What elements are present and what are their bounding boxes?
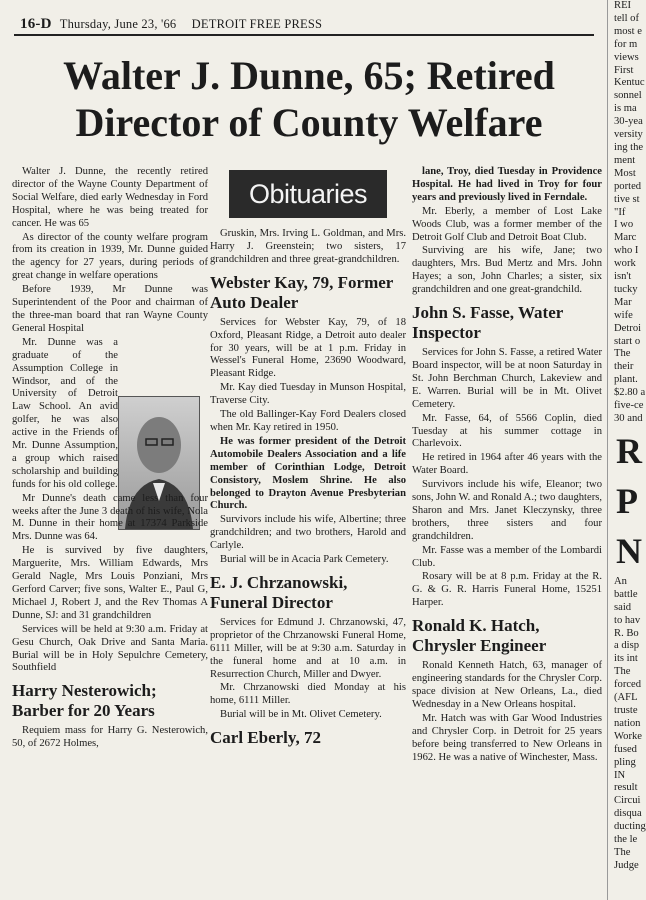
cut-headline-letter: N <box>616 530 642 571</box>
cut-text-line: five-ce <box>614 400 644 412</box>
dunne-paragraph: Services will be held at 9:30 a.m. Friday at Gesu Church, Oak Drive and Santa Maria. Burial will be in Holy Sepulchre Cemetery, Southfield <box>12 623 208 674</box>
cut-text-line: 30-yea <box>614 116 643 128</box>
kay-paragraph: Mr. Kay died Tuesday in Munson Hospital, Traverse City. <box>210 382 406 407</box>
cut-text-line: The <box>614 348 631 360</box>
kay-paragraph: Survivors include his wife, Albertine; three grandchildren; and two brothers, Harold and Carlyle. <box>210 514 406 552</box>
cut-text-line: Judge <box>614 859 639 871</box>
kay-paragraph: Services for Webster Kay, 79, of 18 Oxford, Pleasant Ridge, a Detroit auto dealer for 30 years, will be at 1 p.m. Friday in Wessel's Funeral Home, 23690 Woodward, Pleasant Ridge. <box>210 316 406 380</box>
cut-text-line: result <box>614 782 638 794</box>
newspaper-name: DETROIT FREE PRESS <box>191 17 323 31</box>
cut-text-line: Marc <box>614 232 637 244</box>
issue-date: Thursday, June 23, '66 <box>59 17 177 31</box>
nesterowich-paragraph: Requiem mass for Harry G. Nesterowich, 50, of 2672 Holmes, <box>12 725 208 750</box>
cut-text-line: Most <box>614 167 636 179</box>
cut-text-line: tucky <box>614 283 638 295</box>
cut-text-line: pling <box>614 756 636 768</box>
cut-text-line: "If <box>614 206 626 218</box>
dunne-paragraph: He is survived by five daughters, Marguerite, Mrs. William Edwards, Mrs Gerald Nagle, Mrs Louis Ponziani, Mrs Gerford Carver; five sons, Walter E., Paul G, Michael J, Robert J, and the Rev Thomas A Dunne, SJ: and 31 grandchildren <box>12 545 208 621</box>
page-folio <box>20 16 322 33</box>
adjacent-column-cut <box>607 0 646 900</box>
kay-paragraph: Burial will be in Acacia Park Cemetery. <box>220 554 389 566</box>
cut-text-line: forced <box>614 679 642 691</box>
cut-text-line: fused <box>614 743 637 755</box>
chrzanowski-paragraph: Mr. Chrzanowski died Monday at his home, 6111 Miller. <box>210 682 406 707</box>
eberly-paragraph: Surviving are his wife, Jane; two daughters, Mrs. Bud Mertz and Mrs. John Hayes; a son, John Charles; a sister, six grandchildren and one great-grandchild. <box>412 245 602 296</box>
cut-text-line: Kentuc <box>614 77 645 89</box>
cut-text-line: start o <box>614 335 641 347</box>
eberly-bold-paragraph: lane, Troy, died Tuesday in Providence Hospital. He had lived in Troy for four years and previously lived in Ferndale. <box>412 166 602 203</box>
cut-text-line: Circui <box>614 795 641 807</box>
carryover-paragraph: Gruskin, Mrs. Irving L. Goldman, and Mrs. Harry J. Greenstein; two sisters, 17 grandchildren and three great-grandchildren. <box>210 228 406 265</box>
fasse-paragraph: Mr. Fasse, 64, of 5566 Coplin, died Tuesday at his summer cottage in Charlevoix. <box>412 412 602 450</box>
kay-bold-paragraph: He was former president of the Detroit Automobile Dealers Association and a life member of Corinthian Lodge, Detroit Consistory, Moslem Shrine. He also belonged to Drayton Avenue Presbyterian Church. <box>210 435 406 512</box>
dunne-paragraph: Mr Dunne's death came less than four weeks after the June 3 death of his wife, Nola M. Dunne in their home at 17374 Parkside Mrs. Dunne was 64. <box>12 492 208 543</box>
cut-text-line: The <box>614 846 631 858</box>
cut-text-upper <box>608 0 646 426</box>
fasse-paragraph: Services for John S. Fasse, a retired Water Board inspector, will be at noon Saturday in St. John Berchman Church, Lakeview and E. Warren. Burial will be in Mt. Olivet Cemetery. <box>412 347 602 410</box>
cut-text-line: the le <box>614 834 638 846</box>
column-right <box>412 166 602 765</box>
kay-paragraph: The old Ballinger-Kay Ford Dealers closed when Mr. Kay retired in 1950. <box>210 409 406 433</box>
cut-text-line: truste <box>614 704 638 716</box>
main-headline: Walter J. Dunne, 65; Retired Director of County Welfare <box>63 53 555 145</box>
cut-text-line: its int <box>614 653 638 665</box>
fasse-paragraph: Survivors include his wife, Eleanor; two sons, John W. and Ronald A.; two daughters, Sharon and Mrs. Janet Kleczynsky, three brothers, three sisters and four grandchildren. <box>412 479 602 542</box>
cut-text-line: ing the <box>614 141 644 153</box>
cut-text-line: who I <box>614 245 639 257</box>
dunne-paragraph: Walter J. Dunne, the recently retired director of the Wayne County Department of Social Welfare, died early Wednesday in Ford Hospital, where he was being treated for cancer. He was 65 <box>12 166 208 229</box>
column-middle <box>210 166 406 752</box>
cut-text-line: for m <box>614 38 638 50</box>
nesterowich-headline: Harry Nesterowich; Barber for 20 Years <box>12 681 157 721</box>
dunne-paragraph: Mr. Dunne was a graduate of the Assumption College in Windsor, and of the University of Detroit Law School. An avid golfer, he was also active in the Friends of Mr. Dunne Assumption, a group which raised scholarship and building funds for his old college. <box>12 336 118 490</box>
cut-text-line: The <box>614 666 631 678</box>
cut-text-line: $2.80 a <box>614 387 646 399</box>
cut-text-line: a disp <box>614 640 640 652</box>
cut-text-line: I wo <box>614 219 634 231</box>
cut-text-line: is ma <box>614 103 637 115</box>
cut-text-line: An <box>614 575 627 587</box>
fasse-paragraph: Mr. Fasse was a member of the Lombardi Club. <box>412 544 602 569</box>
kay-headline: Webster Kay, 79, Former Auto Dealer <box>210 272 394 312</box>
cut-text-line: ported <box>614 180 642 192</box>
fasse-paragraph: He retired in 1964 after 46 years with the Water Board. <box>412 452 602 477</box>
dunne-paragraph: As director of the county welfare program from its creation in 1939, Mr. Dunne guided the agency for 27 years, during periods of great change in welfare operations <box>12 231 208 282</box>
cut-text-line: REI <box>614 0 632 11</box>
cut-text-line: isn't <box>614 271 632 283</box>
cut-text-line: tive st <box>614 193 640 205</box>
cut-text-line: tell of <box>614 12 640 24</box>
fasse-paragraph: Rosary will be at 8 p.m. Friday at the R. G. & G. R. Harris Funeral Home, 15251 Harper. <box>412 571 602 609</box>
cut-text-line: versity <box>614 129 643 141</box>
cut-headline-letter: R <box>616 430 642 471</box>
eberly-headline: Carl Eberly, 72 <box>210 728 321 748</box>
obituaries-banner: Obituaries <box>229 170 387 218</box>
cut-text-line: Worke <box>614 730 642 742</box>
column-dunne <box>12 166 208 752</box>
cut-text-line: IN <box>614 769 626 781</box>
chrzanowski-paragraph: Burial will be in Mt. Olivet Cemetery. <box>220 709 382 721</box>
cut-text-line: battle <box>614 588 638 600</box>
cut-text-line: to hav <box>614 614 641 626</box>
cut-text-line: plant. <box>614 374 638 386</box>
cut-text-line: said <box>614 601 632 613</box>
cut-text-line: (AFL <box>614 692 638 704</box>
chrzanowski-paragraph: Services for Edmund J. Chrzanowski, 47, proprietor of the Chrzanowski Funeral Home, 6111 Miller, will be at 9:30 a.m. Saturday in the funeral home and at 10 a.m. in Resurrection Church, Miller and Dwyer. <box>210 616 406 680</box>
cut-text-line: Detroi <box>614 322 642 334</box>
page-number: 16-D <box>20 16 52 32</box>
fasse-headline: John S. Fasse, Water Inspector <box>412 303 563 343</box>
cut-text-line: nation <box>614 717 641 729</box>
hatch-headline: Ronald K. Hatch, Chrysler Engineer <box>412 616 547 656</box>
cut-text-line: work <box>614 258 636 270</box>
hatch-paragraph: Ronald Kenneth Hatch, 63, manager of engineering standards for the Chrysler Corp. space division at New Orleans, La., died Wednesday in a New Orleans hospital. <box>412 660 602 710</box>
hatch-paragraph: Mr. Hatch was with Gar Wood Industries and Chrysler Corp. in Detroit for 25 years before being transferred to New Orleans in 1962. He was a native of Winchester, Mass. <box>412 712 602 763</box>
cut-text-line: ducting <box>614 821 646 833</box>
cut-text-line: disqua <box>614 808 642 820</box>
eberly-paragraph: Mr. Eberly, a member of Lost Lake Woods Club, was a former member of the Detroit Golf Club and Detroit Boat Club. <box>412 205 602 243</box>
cut-text-line: sonnel <box>614 90 642 102</box>
cut-text-line: 30 and <box>614 413 643 424</box>
folio-rule <box>14 34 594 36</box>
dunne-paragraph: Before 1939, Mr Dunne was Superintendent of the Poor and chairman of the three-man board that ran Wayne County General Hospital <box>12 284 208 334</box>
cut-text-line: First <box>614 64 634 76</box>
cut-text-line: views <box>614 51 639 63</box>
cut-text-line: R. Bo <box>614 627 639 639</box>
cut-text-line: their <box>614 361 634 373</box>
cut-text-line: wife <box>614 309 633 321</box>
cut-text-lower <box>608 575 646 873</box>
cut-text-line: Mar <box>614 296 632 308</box>
cut-text-line: most e <box>614 25 642 37</box>
cut-headline-letter: P <box>616 480 638 521</box>
cut-text-line: ment <box>614 154 636 166</box>
cut-headline-letters <box>608 426 642 576</box>
chrzanowski-headline: E. J. Chrzanowski, Funeral Director <box>210 572 348 612</box>
